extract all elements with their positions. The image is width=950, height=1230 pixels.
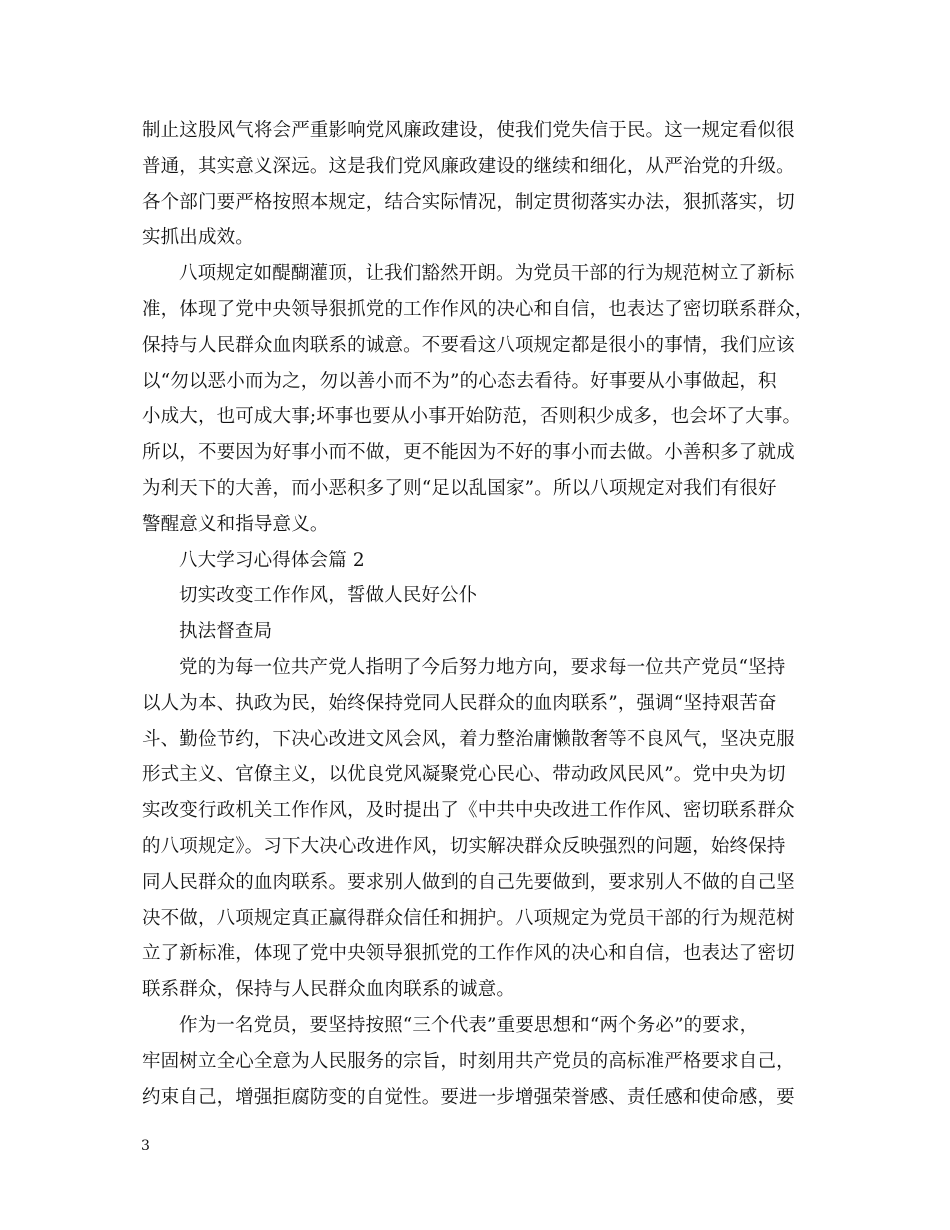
text-line: 的八项规定》。习下大决心改进作风，切实解决群众反映强烈的问题，始终保持 (142, 835, 786, 857)
text-line: 以“勿以恶小而为之，勿以善小而不为”的心态去看待。好事要从小事做起，积 (142, 370, 777, 392)
text-line: 所以，不要因为好事小而不做，更不能因为不好的事小而去做。小善积多了就成 (142, 442, 795, 464)
text-line: 约束自己，增强拒腐防变的自觉性。要进一步增强荣誉感、责任感和使命感，要 (142, 1086, 795, 1108)
text-line: 以人为本、执政为民，始终保持党同人民群众的血肉联系”，强调“坚持艰苦奋 (142, 692, 777, 714)
text-line: 斗、勤俭节约，下决心改进文风会风，着力整治庸懒散奢等不良风气，坚决克服 (142, 728, 795, 750)
text-line: 制止这股风气将会严重影响党风廉政建设，使我们党失信于民。这一规定看似很 (142, 120, 795, 141)
text-line: 党的为每一位共产党人指明了今后努力地方向，要求每一位共产党员“坚持 (179, 656, 786, 678)
text-line: 实改变行政机关工作作风，及时提出了《中共中央改进工作作风、密切联系群众 (142, 800, 795, 822)
text-line: 警醒意义和指导意义。 (142, 513, 329, 535)
text-line: 准，体现了党中央领导狠抓党的工作作风的决心和自信，也表达了密切联系群众， (142, 298, 814, 320)
page-number: 3 (141, 1138, 150, 1154)
document-body (142, 113, 812, 1115)
text-line: 牢固树立全心全意为人民服务的宗旨，时刻用共产党员的高标准严格要求自己， (142, 1050, 795, 1072)
text-line: 普通，其实意义深远。这是我们党风廉政建设的继续和细化，从严治党的升级。 (142, 155, 795, 177)
text-line: 八项规定如醍醐灌顶，让我们豁然开朗。为党员干部的行为规范树立了新标 (179, 263, 795, 285)
text-line: 各个部门要严格按照本规定，结合实际情况，制定贯彻落实办法，狠抓落实，切 (142, 191, 795, 213)
section-heading: 八大学习心得体会篇 2 (179, 549, 365, 571)
article-title: 切实改变工作作风，誓做人民好公仆 (179, 585, 478, 607)
text-line: 决不做，八项规定真正赢得群众信任和拥护。八项规定为党员干部的行为规范树 (142, 907, 795, 929)
text-line: 小成大，也可成大事;坏事也要从小事开始防范，否则积少成多，也会坏了大事。 (142, 406, 802, 428)
text-line: 实抓出成效。 (142, 227, 254, 249)
text-line: 形式主义、官僚主义，以优良党风凝聚党心民心、带动政风民风”。党中央为切 (142, 764, 786, 786)
text-line: 作为一名党员，要坚持按照“三个代表”重要思想和“两个务必”的要求， (179, 1014, 759, 1036)
text-line: 保持与人民群众血肉联系的诚意。不要看这八项规定都是很小的事情，我们应该 (142, 334, 795, 356)
text-line: 为利天下的大善，而小恶积多了则“足以乱国家”。所以八项规定对我们有很好 (142, 477, 777, 499)
article-author: 执法督查局 (179, 621, 273, 643)
text-line: 联系群众，保持与人民群众血肉联系的诚意。 (142, 979, 516, 1001)
text-line: 立了新标准，体现了党中央领导狠抓党的工作作风的决心和自信，也表达了密切 (142, 943, 795, 965)
text-line: 同人民群众的血肉联系。要求别人做到的自己先要做到，要求别人不做的自己坚 (142, 871, 795, 893)
